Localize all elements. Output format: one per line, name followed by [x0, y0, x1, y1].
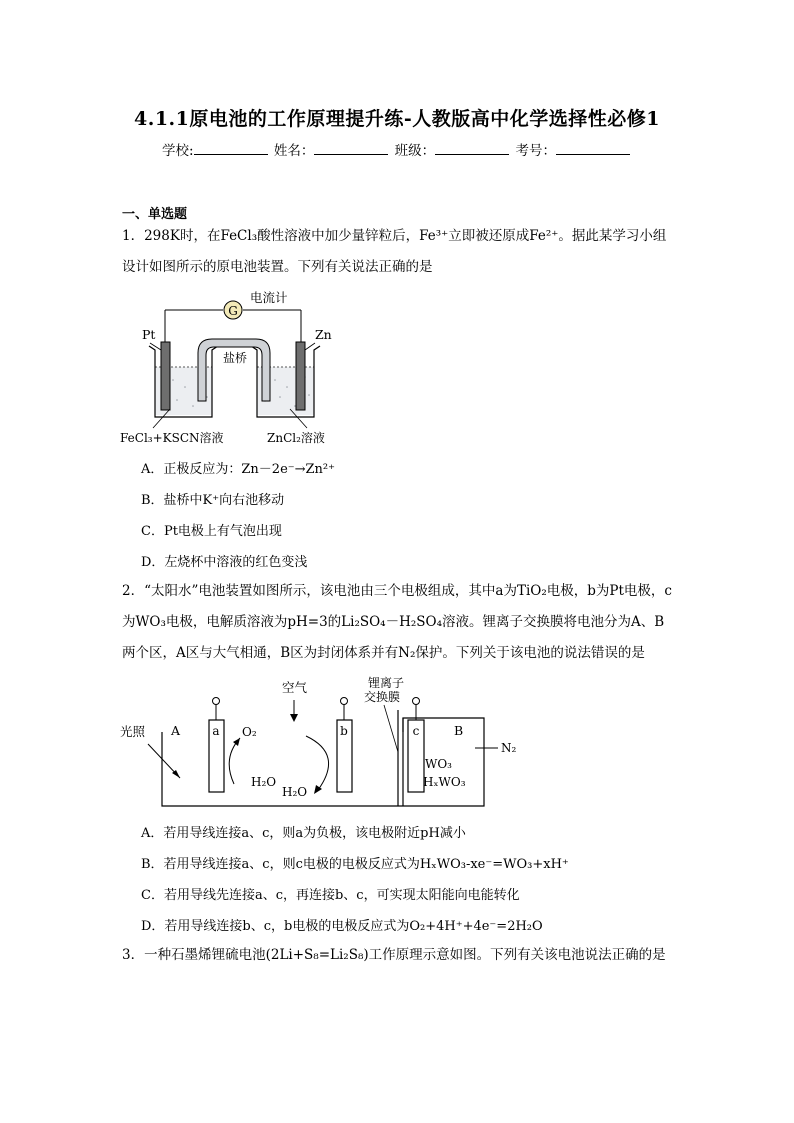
light-label: 光照 — [120, 724, 146, 739]
section-title: 一、单选题 — [122, 207, 188, 222]
zone-b-label: B — [454, 723, 464, 738]
terminal-a-icon — [213, 698, 220, 705]
question-1-option-c[interactable]: C．Pt电极上有气泡出现 — [141, 524, 282, 539]
question-1-line-1: 1．298K时，在FeCl₃酸性溶液中加少量锌粒后，Fe³⁺立即被还原成Fe²⁺。据此某学习小组 — [122, 228, 667, 244]
cycle-arrow-left — [229, 738, 240, 784]
h2o-label-1: H₂O — [251, 775, 277, 789]
name-blank[interactable] — [314, 142, 388, 155]
class-label: 班级： — [394, 143, 436, 159]
galvanometer-label: 电流计 — [250, 290, 288, 305]
cycle-arrow-right — [306, 736, 329, 790]
question-2-option-c[interactable]: C．若用导线先连接a、c，再连接b、c，可实现太阳能向电能转化 — [141, 888, 520, 903]
air-arrow-icon — [290, 714, 298, 722]
galvanometer-symbol: G — [228, 304, 238, 318]
question-1-option-d[interactable]: D．左烧杯中溶液的红色变浅 — [141, 555, 308, 570]
hxwo3-label: HₓWO₃ — [423, 775, 466, 789]
right-solution-label: ZnCl₂溶液 — [267, 431, 325, 445]
school-label: 学校: — [162, 143, 194, 159]
h2o-label-2: H₂O — [282, 785, 308, 799]
zone-a-label: A — [171, 723, 181, 738]
membrane-label-2: 交换膜 — [364, 690, 401, 704]
question-2-line-1: 2．“太阳水”电池装置如图所示，该电池由三个电极组成，其中a为TiO₂电极，b为Pt电极，c — [122, 583, 672, 599]
exam-number-label: 考号： — [515, 143, 556, 159]
question-2-option-d[interactable]: D．若用导线连接b、c，b电极的电极反应式为O₂+4H⁺+4e⁻=2H₂O — [141, 919, 543, 934]
electrode-a-label: a — [212, 724, 220, 738]
terminal-b-icon — [341, 698, 348, 705]
exam-number-blank[interactable] — [556, 142, 630, 155]
page-title: 4.1.1原电池的工作原理提升练-人教版高中化学选择性必修1 — [134, 108, 660, 130]
name-label: 姓名： — [273, 143, 315, 159]
question-1-option-b[interactable]: B．盐桥中K⁺向右池移动 — [141, 493, 285, 508]
electrode-b-label: b — [340, 724, 348, 738]
solar-water-cell-diagram — [118, 672, 538, 812]
question-1-option-a[interactable]: A．正极反应为：Zn－2e⁻→Zn²⁺ — [141, 462, 335, 477]
school-blank[interactable] — [194, 142, 268, 155]
wo3-label: WO₃ — [425, 757, 452, 771]
membrane-label-1: 锂离子 — [368, 676, 405, 690]
terminal-c-icon — [413, 698, 420, 705]
salt-bridge-label: 盐桥 — [222, 351, 248, 365]
student-info-line — [0, 139, 794, 159]
o2-label: O₂ — [242, 725, 257, 739]
question-2-option-a[interactable]: A．若用导线连接a、c，则a为负极，该电极附近pH减小 — [141, 826, 466, 841]
zn-label: Zn — [315, 327, 332, 342]
pt-electrode — [161, 342, 170, 410]
zn-electrode — [296, 342, 305, 410]
n2-label: N₂ — [501, 741, 517, 755]
question-2-option-b[interactable]: B．若用导线连接a、c，则c电极的电极反应式为HₓWO₃-xe⁻=WO₃+xH⁺ — [141, 857, 569, 872]
class-blank[interactable] — [435, 142, 509, 155]
question-2-line-2: 为WO₃电极，电解质溶液为pH=3的Li₂SO₄－H₂SO₄溶液。锂离子交换膜将电池分为A、B — [122, 614, 665, 630]
air-label: 空气 — [282, 680, 308, 695]
question-3-line-1: 3．一种石墨烯锂硫电池(2Li+S₈=Li₂S₈)工作原理示意如图。下列有关该电池说法正确的是 — [122, 947, 666, 963]
left-solution-label: FeCl₃+KSCN溶液 — [120, 431, 224, 445]
question-1-line-2: 设计如图所示的原电池装置。下列有关说法正确的是 — [122, 259, 433, 275]
electrode-c-label: c — [412, 724, 420, 738]
question-2-line-3: 两个区，A区与大气相通，B区为封闭体系并有N₂保护。下列关于该电池的说法错误的是 — [122, 645, 645, 661]
galvanic-cell-diagram — [115, 285, 375, 450]
pt-label: Pt — [142, 327, 156, 342]
